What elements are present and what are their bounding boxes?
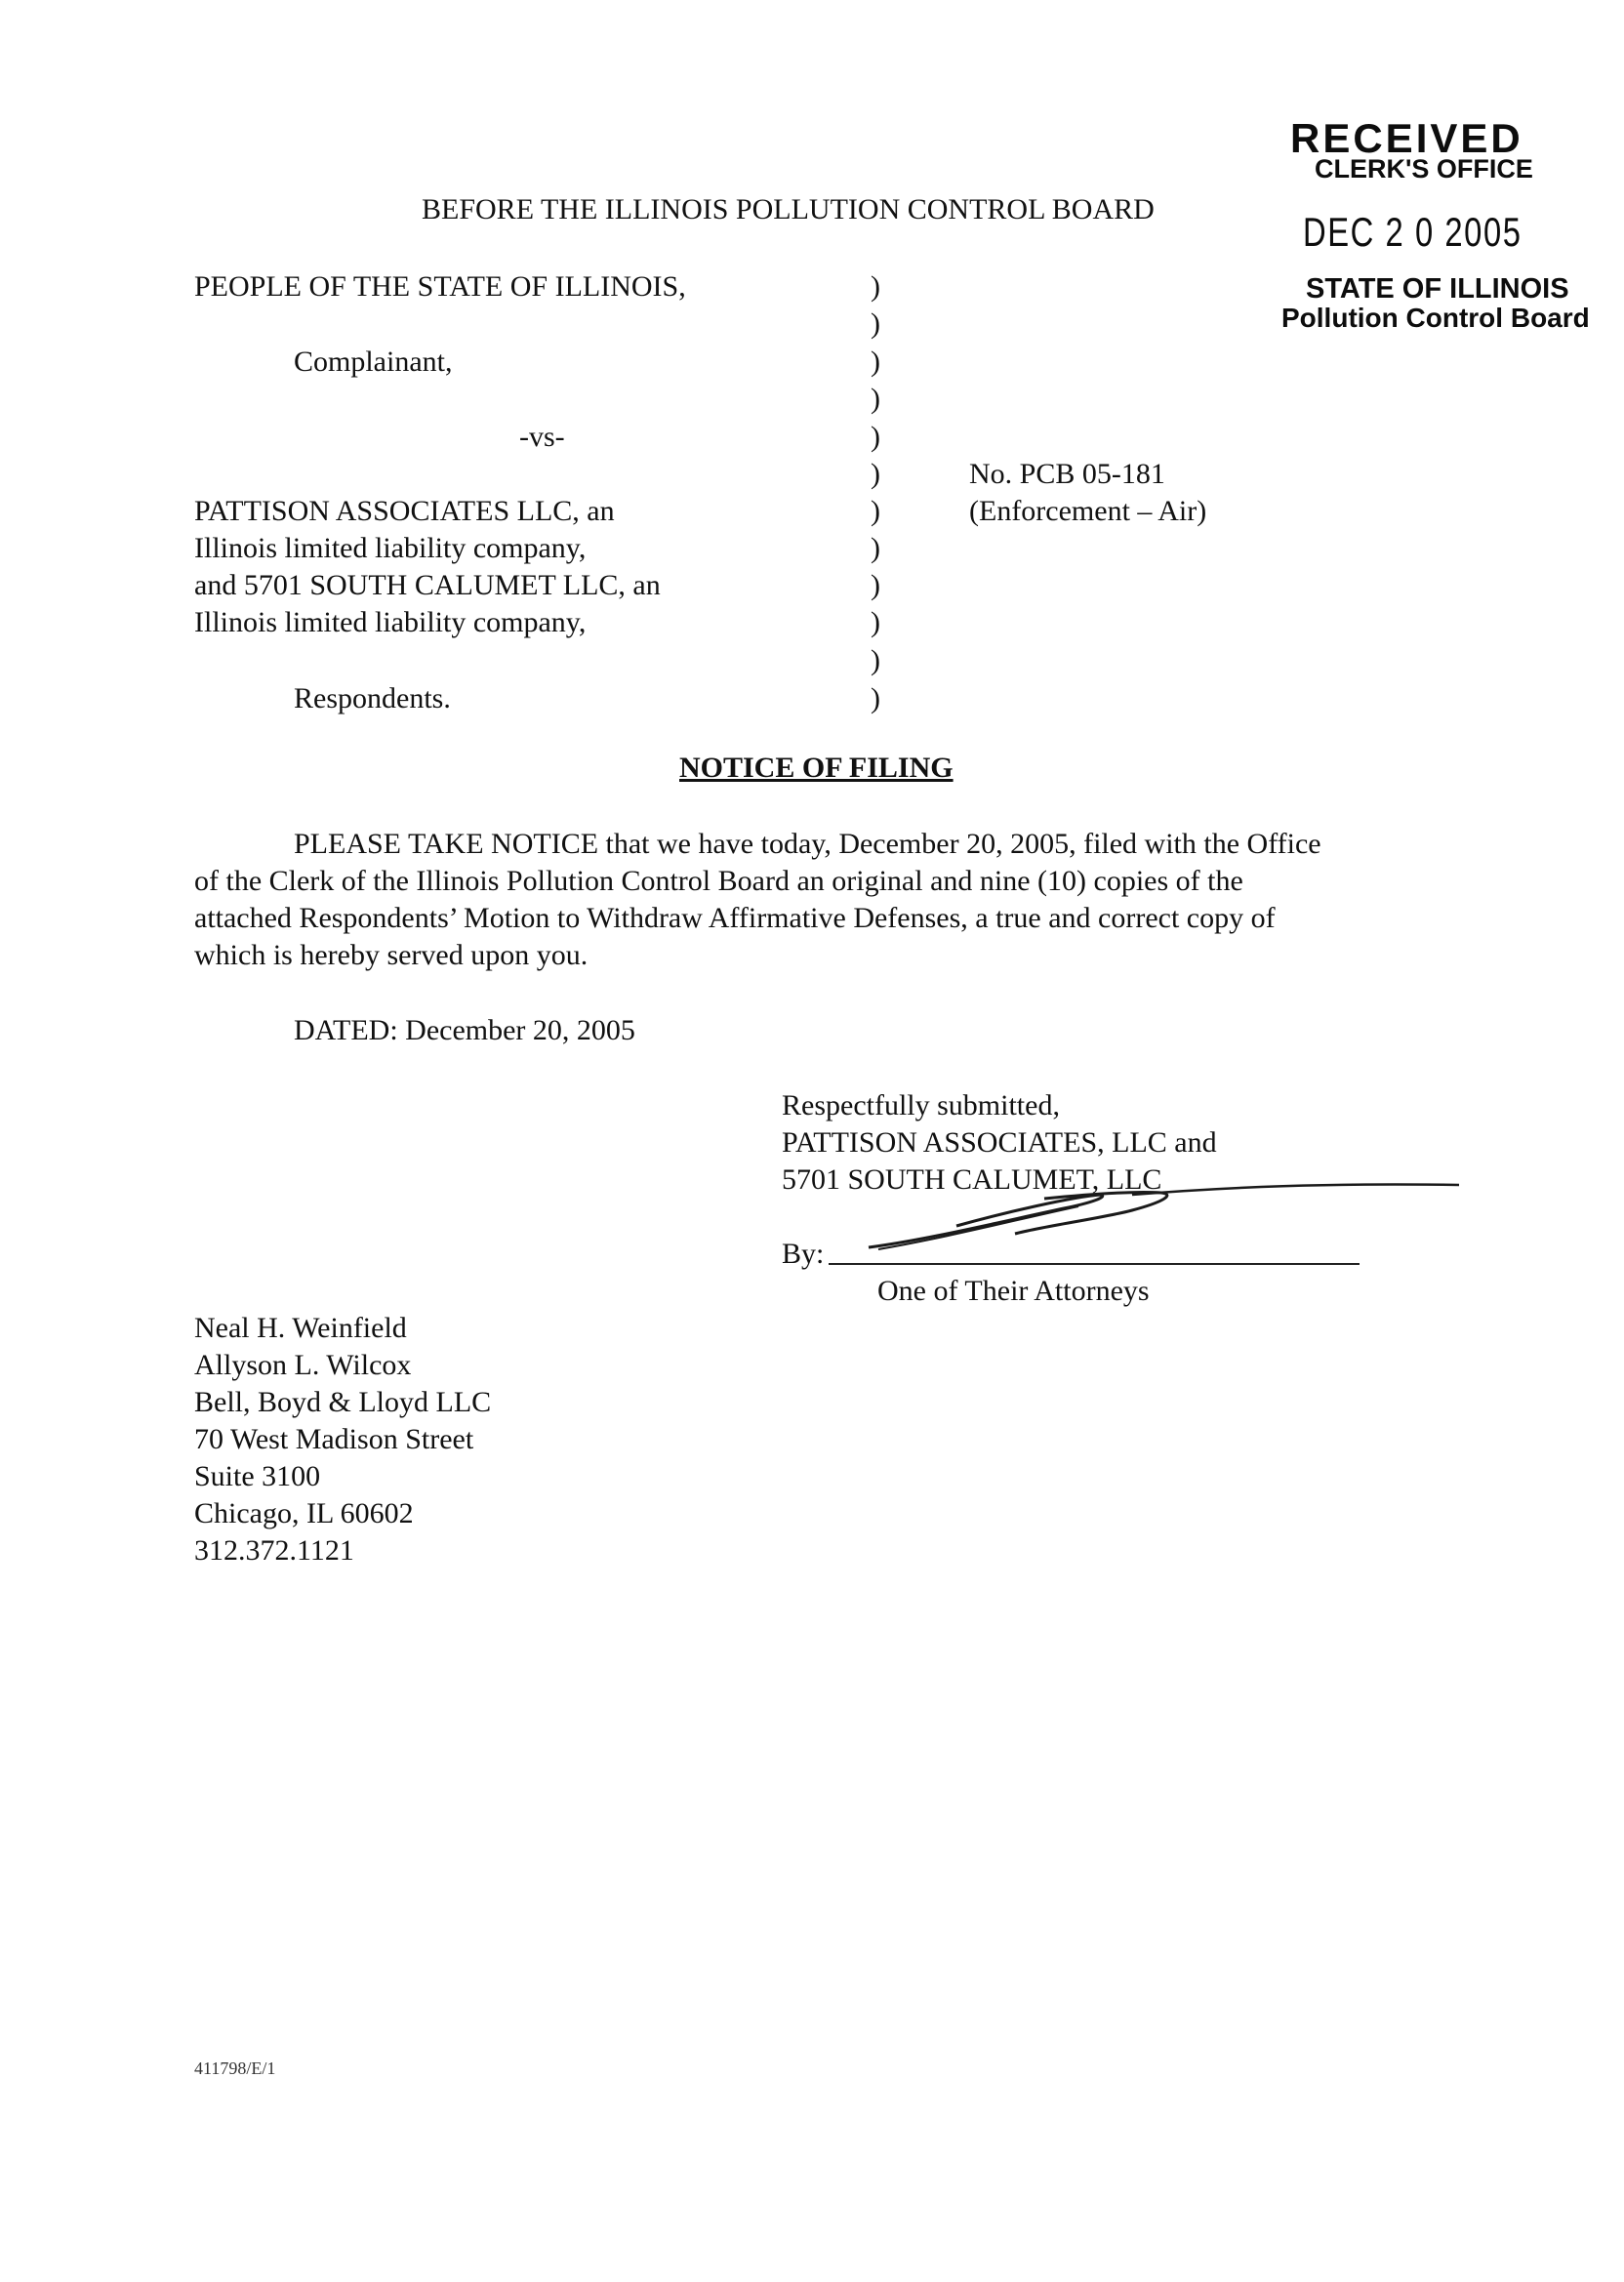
signatory-title: One of Their Attorneys: [877, 1275, 1150, 1307]
case-type: (Enforcement – Air): [969, 495, 1207, 527]
attorney-line: Neal H. Weinfield: [194, 1312, 407, 1344]
paren: ): [871, 606, 880, 638]
defendant-role: Respondents.: [294, 682, 451, 714]
dated-line: DATED: December 20, 2005: [294, 1014, 635, 1046]
defendant-line: Illinois limited liability company,: [194, 606, 587, 638]
defendant-line: PATTISON ASSOCIATES LLC, an: [194, 495, 615, 527]
notice-line: of the Clerk of the Illinois Pollution Control Board an original and nine (10) copies of the: [194, 865, 1243, 897]
defendant-line: and 5701 SOUTH CALUMET LLC, an: [194, 569, 661, 601]
closing: Respectfully submitted,: [782, 1089, 1060, 1121]
attorney-line: Allyson L. Wilcox: [194, 1349, 412, 1381]
stamp-board: Pollution Control Board: [1281, 303, 1590, 333]
paren: ): [871, 270, 880, 303]
paren: ): [871, 532, 880, 564]
attorney-line: Suite 3100: [194, 1460, 321, 1492]
plaintiff-name: PEOPLE OF THE STATE OF ILLINOIS,: [194, 270, 686, 303]
document-id: 411798/E/1: [194, 2058, 276, 2078]
notice-line: which is hereby served upon you.: [194, 939, 589, 971]
stamp-date: DEC 2 0 2005: [1303, 209, 1522, 255]
court-heading: BEFORE THE ILLINOIS POLLUTION CONTROL BOARD: [422, 193, 1155, 225]
paren: ): [871, 383, 880, 415]
notice-line: PLEASE TAKE NOTICE that we have today, December 20, 2005, filed with the Office: [294, 828, 1321, 860]
handwritten-signature: [839, 1169, 1464, 1277]
case-number: No. PCB 05-181: [969, 458, 1165, 490]
versus: -vs-: [519, 421, 565, 453]
paren: ): [871, 307, 880, 340]
attorney-line: 312.372.1121: [194, 1534, 354, 1567]
stamp-clerks-office: CLERK'S OFFICE: [1315, 154, 1533, 183]
notice-title: NOTICE OF FILING: [679, 752, 954, 784]
paren: ): [871, 421, 880, 453]
plaintiff-role: Complainant,: [294, 346, 453, 378]
party-line: PATTISON ASSOCIATES, LLC and: [782, 1126, 1217, 1159]
paren: ): [871, 569, 880, 601]
party-line: 5701 SOUTH CALUMET, LLC: [782, 1163, 1162, 1196]
attorney-line: Bell, Boyd & Lloyd LLC: [194, 1386, 492, 1418]
attorney-line: 70 West Madison Street: [194, 1423, 474, 1455]
paren: ): [871, 644, 880, 676]
notice-line: attached Respondents’ Motion to Withdraw Affirmative Defenses, a true and correct copy of: [194, 902, 1276, 934]
attorney-line: Chicago, IL 60602: [194, 1497, 414, 1529]
stamp-state: STATE OF ILLINOIS: [1306, 273, 1569, 305]
paren: ): [871, 495, 880, 527]
stamp-received: RECEIVED: [1290, 115, 1523, 161]
paren: ): [871, 458, 880, 490]
paren: ): [871, 346, 880, 378]
defendant-line: Illinois limited liability company,: [194, 532, 587, 564]
by-label: By:: [782, 1238, 825, 1270]
paren: ): [871, 682, 880, 714]
